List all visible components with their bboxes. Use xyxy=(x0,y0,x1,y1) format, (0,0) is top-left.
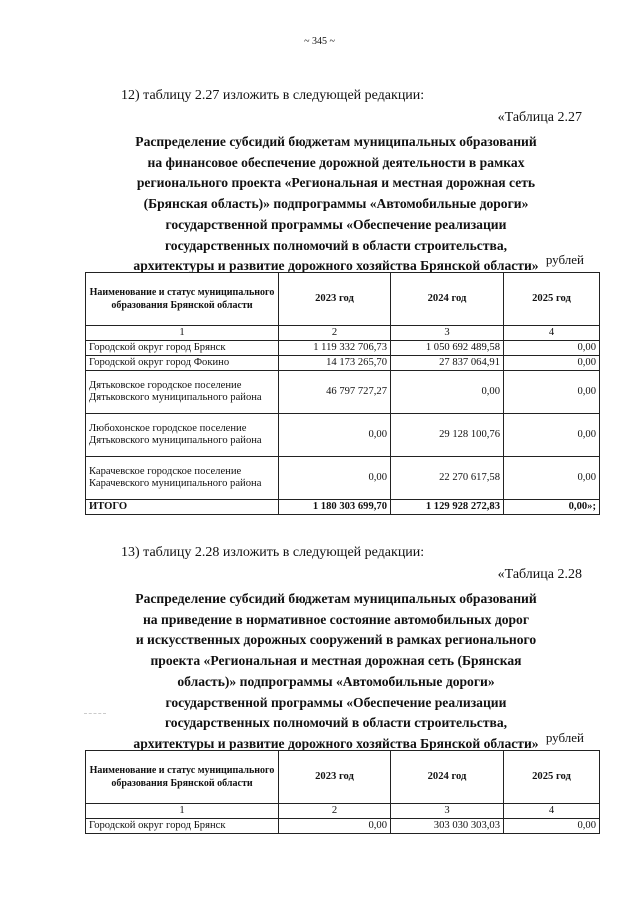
title-line: Распределение субсидий бюджетам муниципальных образований xyxy=(135,591,537,606)
title-line: государственных полномочий в области строительства, xyxy=(164,237,508,253)
table-row xyxy=(86,457,600,500)
cell-2023: 0,00 xyxy=(279,819,391,834)
col-num: 1 xyxy=(86,804,279,819)
table-header-row xyxy=(86,273,600,326)
cell-2024: 303 030 303,03 xyxy=(391,819,504,834)
cell-2023: 0,00 xyxy=(279,414,391,457)
cell-2024: 27 837 064,91 xyxy=(391,356,504,371)
header-2024: 2024 год xyxy=(391,273,504,326)
col-num: 2 xyxy=(279,804,391,819)
table-row xyxy=(86,371,600,414)
cell-2025: 0,00 xyxy=(504,457,600,500)
table-row xyxy=(86,414,600,457)
table-2-28 xyxy=(85,750,600,834)
total-2023: 1 180 303 699,70 xyxy=(279,500,391,515)
title-line: (Брянская область)» подпрограммы «Автомобильные дороги» xyxy=(143,196,529,212)
header-2024: 2024 год xyxy=(391,751,504,804)
row-name: Дятьковское городское поселение Дятьковского муниципального района xyxy=(86,371,279,414)
header-2025: 2025 год xyxy=(504,273,600,326)
title-line: государственных полномочий в области строительства, xyxy=(164,715,508,731)
title-line: область)» подпрограммы «Автомобильные дороги» xyxy=(177,673,495,689)
scan-smudge xyxy=(84,713,106,716)
header-2023: 2023 год xyxy=(279,751,391,804)
header-2023: 2023 год xyxy=(279,273,391,326)
cell-2023: 46 797 727,27 xyxy=(279,371,391,414)
cell-2024: 1 050 692 489,58 xyxy=(391,341,504,356)
table-row xyxy=(86,341,600,356)
title-line: архитектуры и развитие дорожного хозяйства Брянской области» xyxy=(133,258,539,274)
total-2024: 1 129 928 272,83 xyxy=(391,500,504,515)
title-line: государственной программы «Обеспечение реализации xyxy=(165,694,507,710)
table-row xyxy=(86,819,600,834)
column-number-row xyxy=(86,326,600,341)
title-line: регионального проекта «Региональная и местная дорожная сеть xyxy=(136,175,536,191)
table-label-2-27: «Таблица 2.27 xyxy=(497,110,582,125)
header-name: Наименование и статус муниципального образования Брянской области xyxy=(86,273,279,326)
total-label: ИТОГО xyxy=(86,500,279,515)
total-2025: 0,00»; xyxy=(504,500,600,515)
page-number: ~ 345 ~ xyxy=(304,36,335,47)
title-line: на приведение в нормативное состояние автомобильных дорог xyxy=(142,611,530,627)
cell-2024: 0,00 xyxy=(391,371,504,414)
cell-2024: 29 128 100,76 xyxy=(391,414,504,457)
cell-2025: 0,00 xyxy=(504,371,600,414)
column-number-row xyxy=(86,804,600,819)
units-label: рублей xyxy=(545,730,584,745)
title-line: проекта «Региональная и местная дорожная сеть (Брянская xyxy=(150,653,522,669)
cell-2025: 0,00 xyxy=(504,356,600,371)
title-line: Распределение субсидий бюджетам муниципальных образований xyxy=(135,134,537,149)
total-row xyxy=(86,500,600,515)
col-num: 4 xyxy=(504,326,600,341)
col-num: 4 xyxy=(504,804,600,819)
header-name: Наименование и статус муниципального образования Брянской области xyxy=(86,751,279,804)
cell-2023: 1 119 332 706,73 xyxy=(279,341,391,356)
instruction-13: 13) таблицу 2.28 изложить в следующей редакции: xyxy=(121,545,425,560)
col-num: 3 xyxy=(391,804,504,819)
table-2-27 xyxy=(85,272,600,515)
row-name: Любохонское городское поселение Дятьковского муниципального района xyxy=(86,414,279,457)
col-num: 2 xyxy=(279,326,391,341)
col-num: 3 xyxy=(391,326,504,341)
row-name: Карачевское городское поселение Карачевского муниципального района xyxy=(86,457,279,500)
cell-2023: 14 173 265,70 xyxy=(279,356,391,371)
title-line: на финансовое обеспечение дорожной деятельности в рамках xyxy=(147,154,525,170)
row-name: Городской округ город Брянск xyxy=(86,341,279,356)
cell-2025: 0,00 xyxy=(504,414,600,457)
cell-2025: 0,00 xyxy=(504,819,600,834)
col-num: 1 xyxy=(86,326,279,341)
cell-2025: 0,00 xyxy=(504,341,600,356)
table-2-27-title xyxy=(86,132,586,277)
cell-2023: 0,00 xyxy=(279,457,391,500)
table-label-2-28: «Таблица 2.28 xyxy=(497,567,582,582)
table-row xyxy=(86,356,600,371)
table-2-28-title xyxy=(86,589,586,755)
title-line: и искусственных дорожных сооружений в рамках регионального xyxy=(135,632,537,648)
title-line: архитектуры и развитие дорожного хозяйства Брянской области» xyxy=(133,735,539,751)
title-line: государственной программы «Обеспечение реализации xyxy=(165,216,507,232)
instruction-12: 12) таблицу 2.27 изложить в следующей редакции: xyxy=(121,88,425,103)
row-name: Городской округ город Брянск xyxy=(86,819,279,834)
row-name: Городской округ город Фокино xyxy=(86,356,279,371)
units-label: рублей xyxy=(545,252,584,267)
header-2025: 2025 год xyxy=(504,751,600,804)
table-header-row xyxy=(86,751,600,804)
cell-2024: 22 270 617,58 xyxy=(391,457,504,500)
